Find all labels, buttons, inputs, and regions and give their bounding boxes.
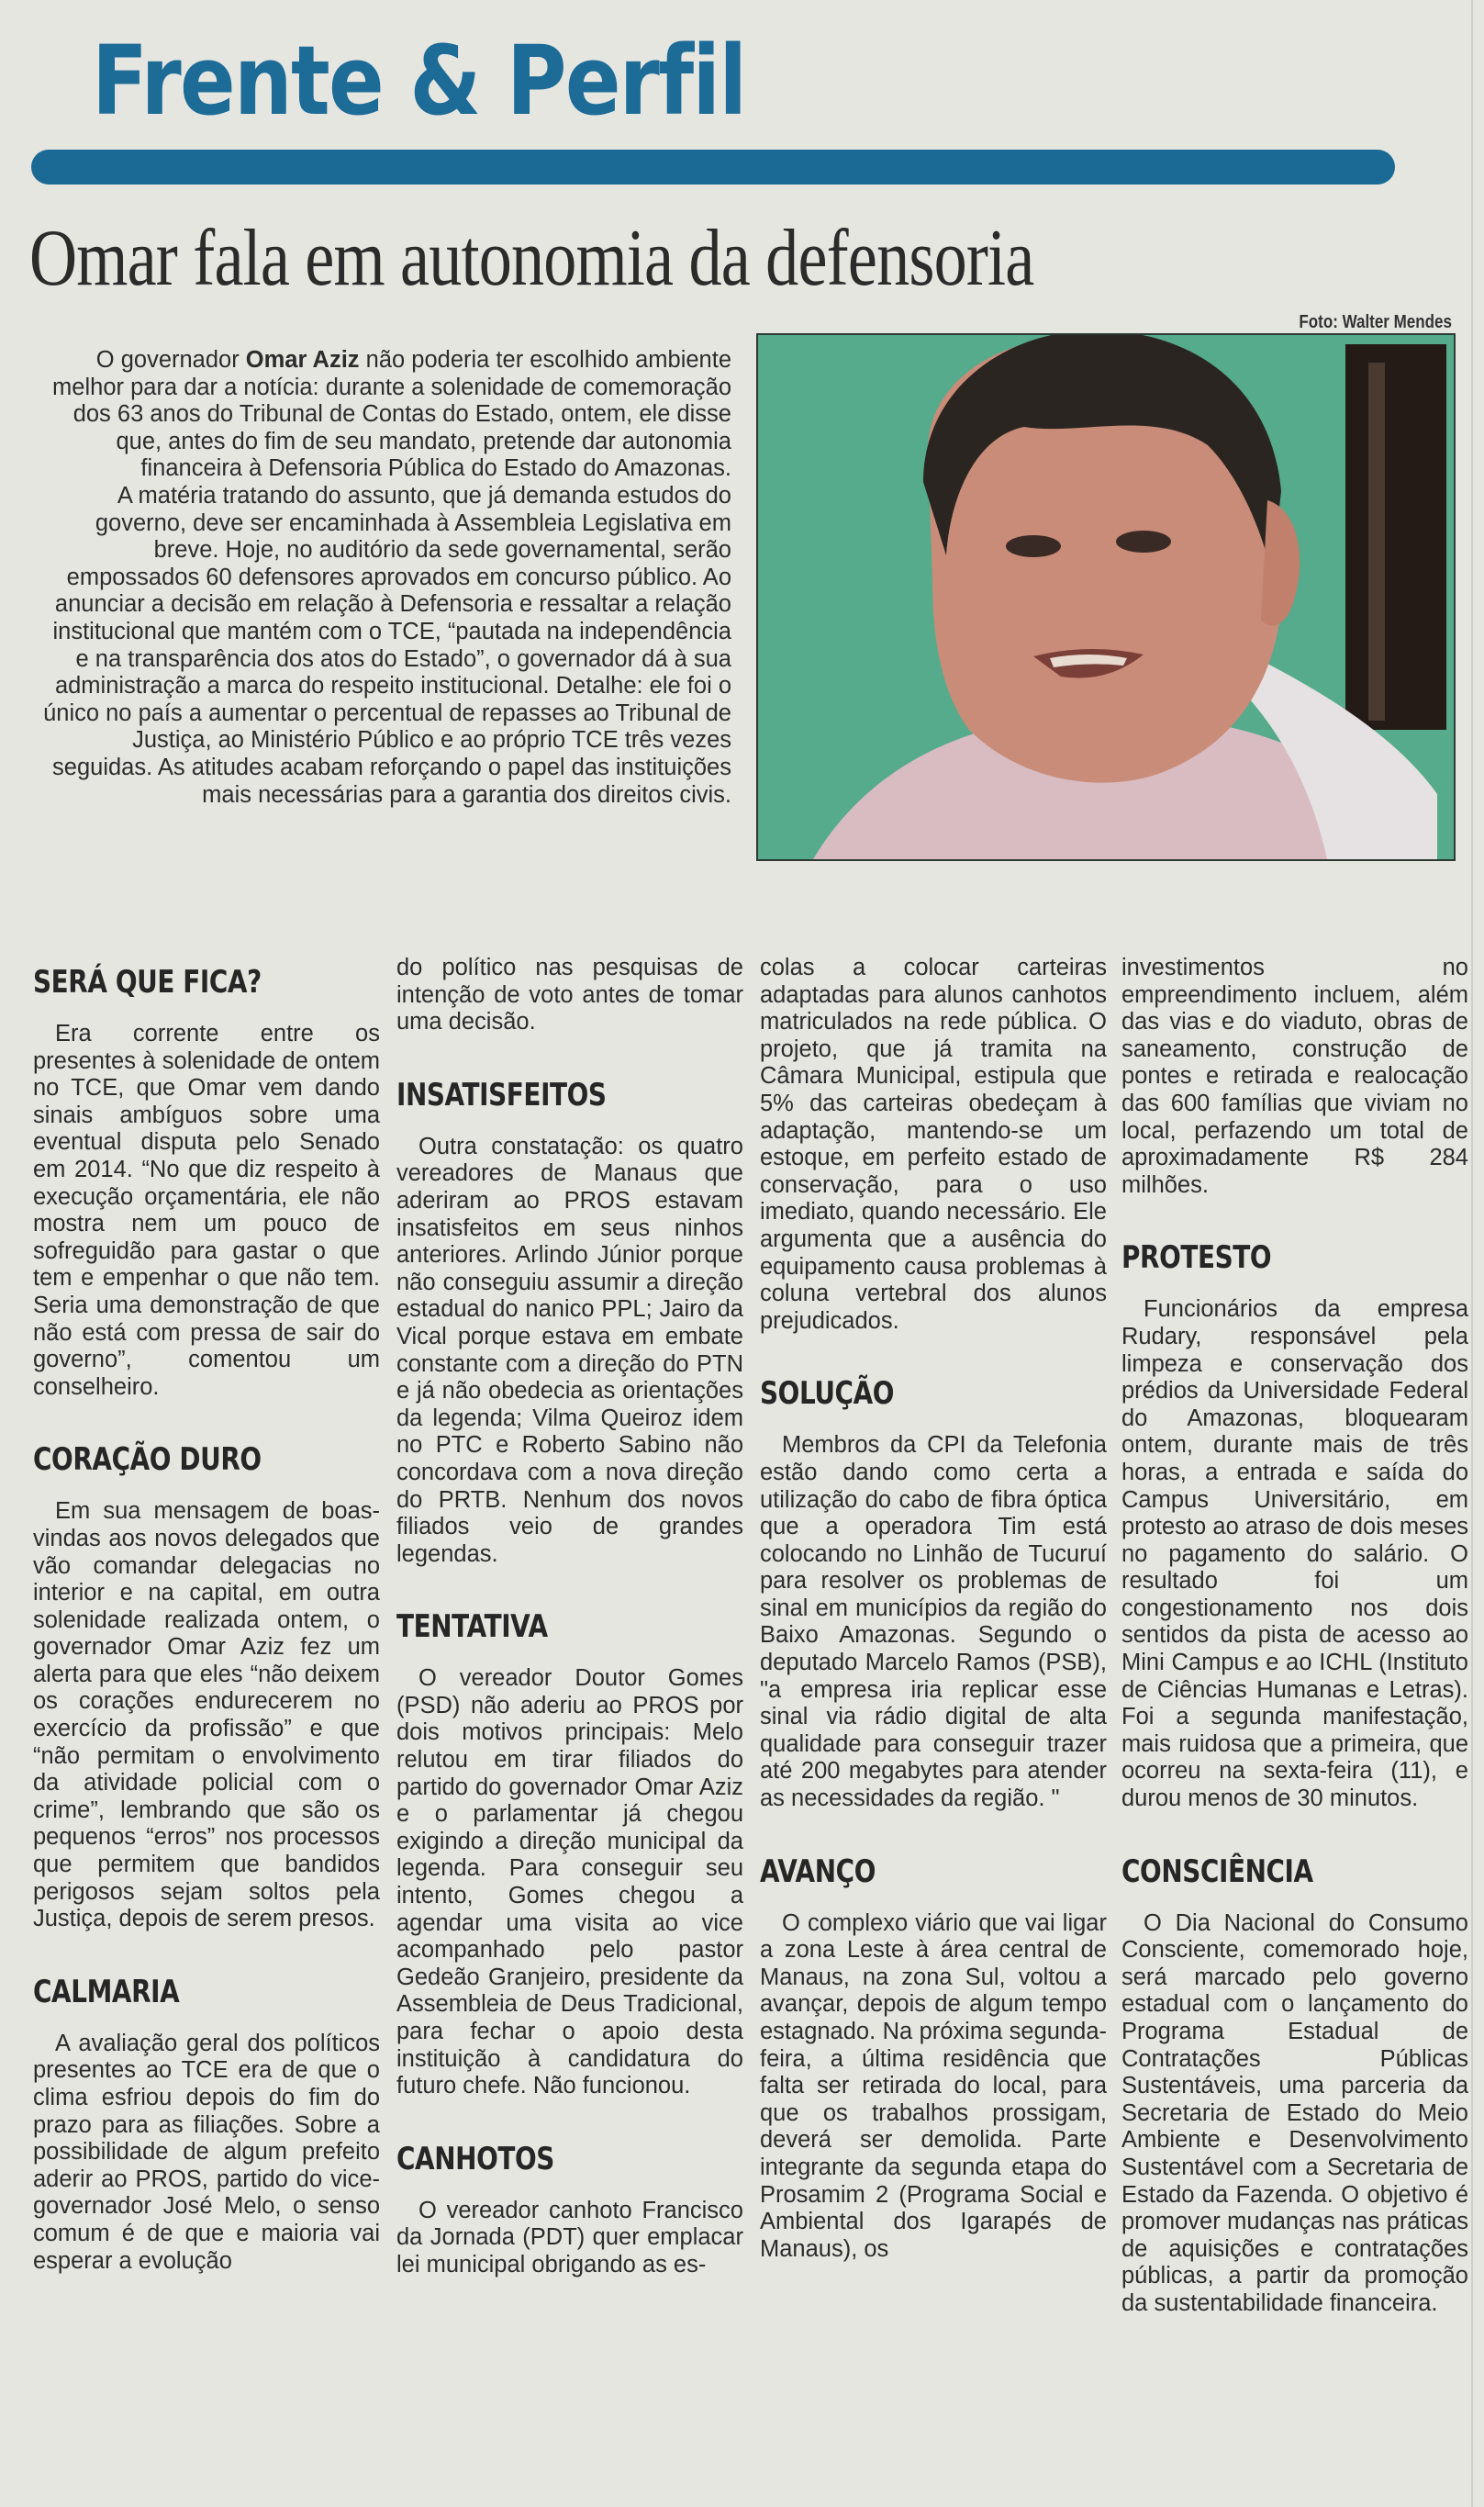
- lead-paragraph-2: A matéria tratando do assunto, que já demanda estudos do governo, deve ser encaminhada à Assembleia Legislativa em breve. Hoje, no auditório da sede governamental, serão empossados 60 defensores aprovados em concurso público. Ao anunciar a decisão em relação à Defensoria e ressaltar a relação institucional que mantém com o TCE, “pautada na independência e na transparência dos atos do Estado”, o governador dá à sua administração a marca do respeito institucional. Detalhe: ele foi o único no país a aumentar o percentual de repasses ao Tribunal de Justiça, ao Ministério Público e ao próprio TCE três vezes seguidas. As atitudes acabam reforçando o papel das instituições mais necessárias para a garantia dos direitos civis.: [43, 482, 731, 808]
- note-body: O Dia Nacional do Consumo Consciente, comemorado hoje, será marcado pelo governo estadual com o lançamento do Programa Estadual de Contratações Públicas Sustentáveis, uma parceria da Secretaria de Estado do Meio Ambiente e Desenvolvimento Sustentável com a Secretaria de Estado da Fazenda. O objetivo é promover mudanças nas práticas de aquisições e contratações públicas, a partir da promoção da sustentabilidade financeira.: [1121, 1909, 1468, 2316]
- note-heading: CANHOTOS: [396, 2140, 554, 2177]
- note-heading: PROTESTO: [1121, 1239, 1272, 1277]
- page-edge-divider: [1471, 0, 1473, 2507]
- column-2: [396, 955, 743, 2279]
- note-heading: SOLUÇÃO: [760, 1375, 895, 1413]
- note-heading: SERÁ QUE FICA?: [33, 964, 262, 1001]
- note-body: Membros da CPI da Telefonia estão dando como certa a utilização do cabo de fibra óptica que a operadora Tim está colocando no Linhão de Tucuruí para resolver os problemas de sinal em municípios da região do Baixo Amazonas. Segundo o deputado Marcelo Ramos (PSB), "a empresa iria replicar esse sinal via rádio digital de alta qualidade para conseguir trazer até 200 megabytes para atender as necessidades da região. ": [760, 1432, 1107, 1812]
- note-body: Funcionários da empresa Rudary, responsável pela limpeza e conservação dos prédios da Universidade Federal do Amazonas, bloquearam ontem, durante mais de três horas, a entrada e saída do Campus Universitário, em protesto ao atraso de dois meses no pagamento do salário. O resultado foi um congestionamento nos dois sentidos da pista de acesso ao Mini Campus e ao ICHL (Instituto de Ciências Humanas e Letras). Foi a segunda manifestação, mais ruidosa que a primeira, que ocorreu na sexta-feira (11), e durou menos de 30 minutos.: [1121, 1296, 1468, 1812]
- note-heading: CONSCIÊNCIA: [1121, 1852, 1313, 1890]
- note-body-continued: investimentos no empreendimento incluem, além das vias e do viaduto, obras de saneamento, construção de pontes e retirada e realocação das 600 famílias que viviam no local, perfazendo um total de aproximadamente R$ 284 milhões.: [1121, 955, 1468, 1198]
- article-photo: [756, 333, 1456, 861]
- note-body: O vereador canhoto Francisco da Jornada (PDT) quer emplacar lei municipal obrigando as es-: [396, 2197, 743, 2278]
- note-heading: AVANÇO: [760, 1852, 876, 1890]
- note-body: Era corrente entre os presentes à solenidade de ontem no TCE, que Omar vem dando sinais ambíguos sobre uma eventual disputa pelo Senado em 2014. “No que diz respeito à execução orçamentária, ele não mostra nem um pouco de sofreguidão para gastar o que tem e empenhar o que não tem. Seria uma demonstração de que não está com pressa de sair do governo”, comentou um conselheiro.: [33, 1021, 380, 1400]
- door-frame: [1345, 344, 1446, 730]
- section-title: Frente & Perfil: [92, 25, 746, 137]
- note-body: O vereador Doutor Gomes (PSD) não aderiu ao PROS por dois motivos principais: Melo relutou em tirar filiados do partido do governador Omar Aziz e o parlamentar já chegou exigindo a direção municipal da legenda. Para conseguir seu intento, Gomes chegou a agendar uma visita ao vice acompanhado pelo pastor Gedeão Granjeiro, presidente da Assembleia de Deus Tradicional, para fechar o apoio desta instituição à candidatura do futuro chefe. Não funcionou.: [396, 1665, 743, 2099]
- note-body: Em sua mensagem de boas-vindas aos novos delegados que vão comandar delegacias no interior e na capital, em outra solenidade realizada ontem, o governador Omar Aziz fez um alerta para que eles “não deixem os corações endurecerem no exercício da profissão” e que “não permitam o envolvimento da atividade policial com o crime”, lembrando que são os pequenos “erros” nos processos que permitem que bandidos perigosos sejam soltos pela Justiça, depois de serem presos.: [33, 1498, 380, 1932]
- note-heading: TENTATIVA: [396, 1608, 548, 1646]
- note-heading: CORAÇÃO DURO: [33, 1441, 262, 1479]
- photo-credit: Foto: Walter Mendes: [1299, 312, 1452, 332]
- portrait-image: [758, 335, 1454, 859]
- note-body: A avaliação geral dos políticos presentes ao TCE era de que o clima esfriou depois do fim do prazo para as filiações. Sobre a possibilidade de algum prefeito aderir ao PROS, partido do vice-governador José Melo, o senso comum é de que e maioria vai esperar a evolução: [33, 2030, 380, 2274]
- section-banner-bar: [31, 150, 1395, 185]
- note-body-continued: do político nas pesquisas de intenção de voto antes de tomar uma decisão.: [396, 955, 743, 1035]
- article-lead: [39, 347, 731, 809]
- lead-paragraph-1: O governador Omar Aziz não poderia ter escolhido ambiente melhor para dar a notícia: durante a solenidade de comemoração dos 63 anos do Tribunal de Contas do Estado, ontem, ele disse que, antes do fim de seu mandato, pretende dar autonomia financeira à Defensoria Pública do Estado do Amazonas.: [52, 347, 731, 482]
- column-1: [33, 955, 380, 2275]
- section-banner: [11, 25, 1389, 165]
- note-heading: INSATISFEITOS: [396, 1076, 607, 1114]
- column-4: [1121, 955, 1468, 2318]
- article-headline: Omar fala em autonomia da defensoria: [29, 214, 1034, 303]
- note-body-continued: colas a colocar carteiras adaptadas para alunos canhotos matriculados na rede pública. O projeto, que já tramita na Câmara Municipal, estipula que 5% das carteiras obedeçam à adaptação, mantendo-se um estoque, em perfeito estado de conservação, para o uso imediato, quando necessário. Ele argumenta que a ausência do equipamento causa problemas à coluna vertebral dos alunos prejudicados.: [760, 955, 1107, 1334]
- column-3: [760, 955, 1107, 2263]
- lead-name-bold: Omar Aziz: [245, 347, 360, 373]
- note-heading: CALMARIA: [33, 1973, 180, 2010]
- note-body: O complexo viário que vai ligar a zona Leste à área central de Manaus, na zona Sul, voltou a avançar, depois de algum tempo estagnado. Na próxima segunda-feira, a última residência que falta ser retirada do local, para que os trabalhos prossigam, deverá ser demolida. Parte integrante da segunda etapa do Prosamim 2 (Programa Social e Ambiental dos Igarapés de Manaus), os: [760, 1909, 1107, 2262]
- note-body: Outra constatação: os quatro vereadores de Manaus que aderiram ao PROS estavam insatisfeitos em seus ninhos anteriores. Arlindo Júnior porque não conseguiu assumir a direção estadual do nanico PPL; Jairo da Vical porque estava em embate constante com a direção do PTN e já não obedecia as orientações da legenda; Vilma Queiroz idem no PTC e Roberto Sabino não concordava com a nova direção do PRTB. Nenhum dos novos filiados veio de grandes legendas.: [396, 1133, 743, 1567]
